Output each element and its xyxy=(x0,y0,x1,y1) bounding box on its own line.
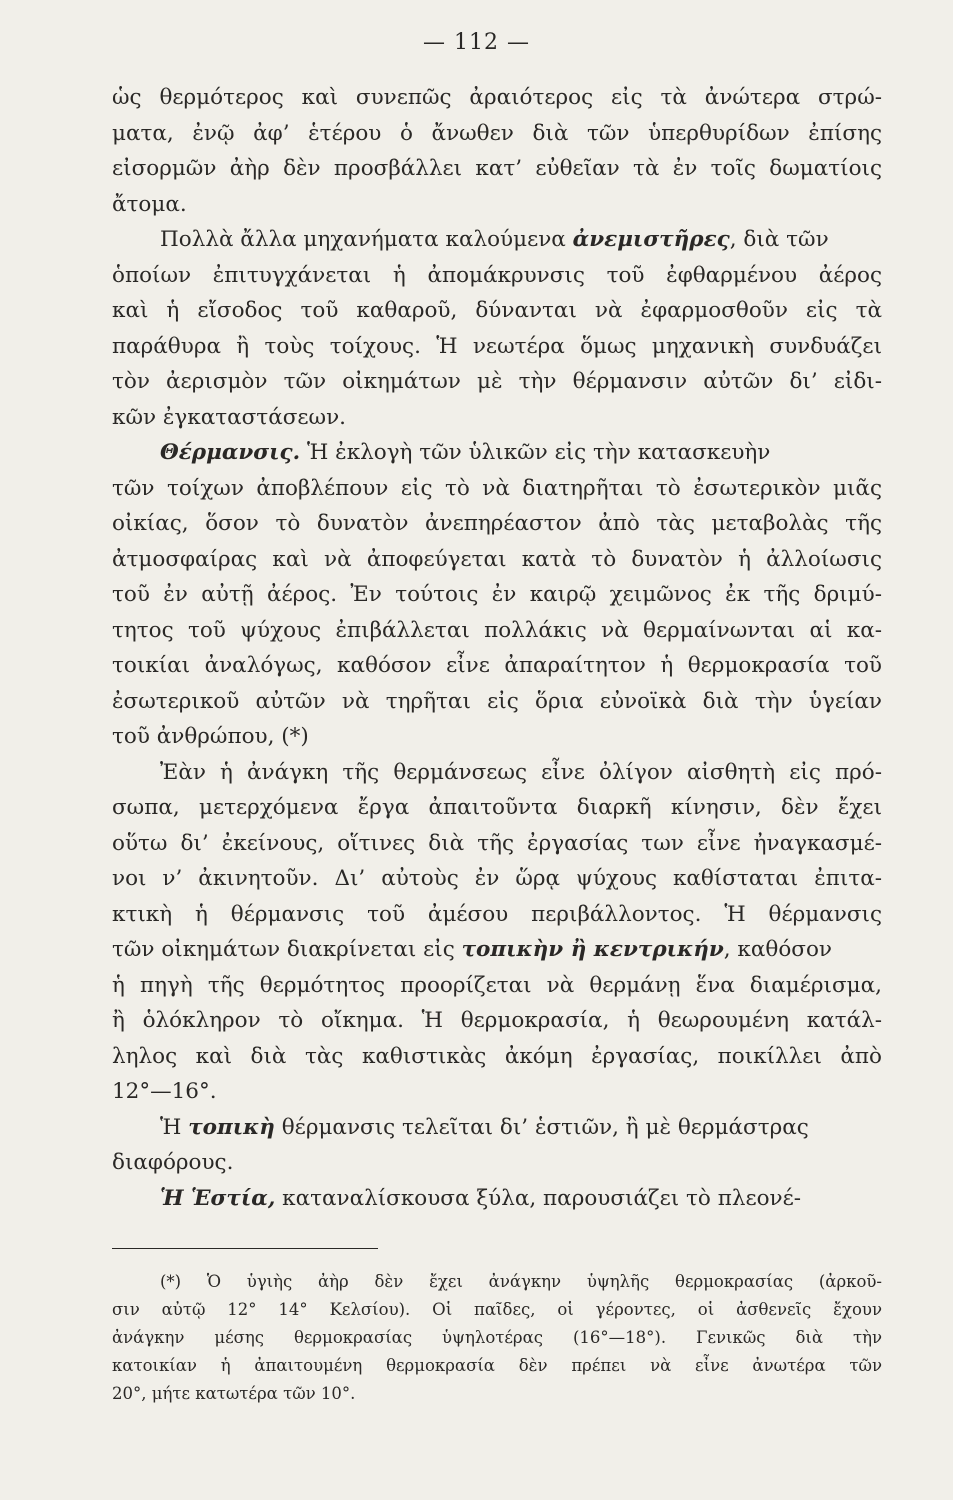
text-line: εἰσορμῶν ἀὴρ δὲν προσβάλλει κατ’ εὐθεῖαν τὰ ἐν τοῖς δωματίοις xyxy=(112,156,882,181)
text-line: διαφόρους. xyxy=(112,1150,234,1175)
text-line: νοι ν’ ἀκινητοῦν. Δι’ αὐτοὺς ἐν ὥρᾳ ψύχους καθίσταται ἐπιτα- xyxy=(112,866,882,891)
text-line: Ἐὰν ἡ ἀνάγκη τῆς θερμάνσεως εἶνε ὀλίγον αἰσθητὴ εἰς πρό- xyxy=(160,759,882,785)
footnote-line: 20°, μήτε κατωτέρα τῶν 10°. xyxy=(112,1384,356,1403)
text-line: τητος τοῦ ψύχους ἐπιβάλλεται πολλάκις νὰ θερμαίνωνται αἱ κα- xyxy=(112,617,882,643)
text-line: ληλος καὶ διὰ τὰς καθιστικὰς ἀκόμη ἐργασίας, ποικίλλει ἀπὸ xyxy=(112,1043,882,1069)
text-segment: , καθόσον xyxy=(723,937,832,962)
text-line: τοῦ ἀνθρώπου, (*) xyxy=(112,724,309,749)
text-line: ἢ ὁλόκληρον τὸ οἴκημα. Ἡ θερμοκρασία, ἡ θεωρουμένη κατάλ- xyxy=(112,1008,882,1033)
term-anemistires: ἀνεμιστῆρες xyxy=(572,227,730,252)
footnote-line: ἀνάγκην μέσης θερμοκρασίας ὑψηλοτέρας (16°—18°). Γενικῶς διὰ τὴν xyxy=(112,1328,882,1347)
text-line: τοῦ ἐν αὐτῇ ἀέρος. Ἐν τούτοις ἐν καιρῷ χειμῶνος ἐκ τῆς δριμύ- xyxy=(112,582,882,607)
main-text xyxy=(112,80,882,1216)
heading-thermansis: Θέρμανσις. xyxy=(160,440,301,465)
text-line: 12°—16°. xyxy=(112,1079,217,1104)
text-line: τὸν ἀερισμὸν τῶν οἰκημάτων μὲ τὴν θέρμανσιν αὐτῶν δι’ εἰδι- xyxy=(112,369,882,394)
footnote xyxy=(112,1268,882,1408)
text-segment: τῶν οἰκημάτων διακρίνεται εἰς xyxy=(112,937,455,962)
text-line: τῶν τοίχων ἀποβλέπουν εἰς τὸ νὰ διατηρῆται τὸ ἐσωτερικὸν μιᾶς xyxy=(112,475,882,501)
text-line: παράθυρα ἢ τοὺς τοίχους. Ἡ νεωτέρα ὅμως μηχανικὴ συνδυάζει xyxy=(112,333,882,359)
text-line: καὶ ἡ εἴσοδος τοῦ καθαροῦ, δύνανται νὰ ἐφαρμοσθοῦν εἰς τὰ xyxy=(112,298,882,323)
text-line xyxy=(112,222,882,258)
text-line: κτικὴ ἡ θέρμανσις τοῦ ἀμέσου περιβάλλοντος. Ἡ θέρμανσις xyxy=(112,901,882,927)
text-line: οὕτω δι’ ἐκείνους, οἵτινες διὰ τῆς ἐργασίας των εἶνε ἠναγκασμέ- xyxy=(112,830,882,856)
term-topikin-kentrikin: τοπικὴν ἢ κεντρικήν xyxy=(461,937,724,962)
text-line xyxy=(112,932,882,968)
footnote-line: σιν αὐτῷ 12° 14° Κελσίου). Οἱ παῖδες, οἱ γέροντες, οἱ ἀσθενεῖς ἔχουν xyxy=(112,1300,882,1319)
page-number: — 112 — xyxy=(423,30,530,55)
term-topiki: τοπικὴ xyxy=(188,1114,275,1140)
footnote-line: κατοικίαν ἡ ἀπαιτουμένη θερμοκρασία δὲν πρέπει νὰ εἶνε ἀνωτέρα τῶν xyxy=(112,1356,882,1375)
text-line xyxy=(112,435,882,471)
text-line: ὡς θερμότερος καὶ συνεπῶς ἀραιότερος εἰς τὰ ἀνώτερα στρώ- xyxy=(112,85,882,110)
text-segment: καταναλίσκουσα ξύλα, παρουσιάζει τὸ πλεονέ- xyxy=(282,1185,802,1211)
text-line: ἡ πηγὴ τῆς θερμότητος προορίζεται νὰ θερμάνῃ ἕνα διαμέρισμα, xyxy=(112,972,882,998)
text-line: τοικίαι ἀναλόγως, καθόσον εἶνε ἀπαραίτητον ἡ θερμοκρασία τοῦ xyxy=(112,653,882,678)
text-line xyxy=(112,1110,882,1146)
text-line: σωπα, μετερχόμενα ἔργα ἀπαιτοῦντα διαρκῆ κίνησιν, δὲν ἔχει xyxy=(112,795,882,820)
text-line: οἰκίας, ὅσον τὸ δυνατὸν ἀνεπηρέαστον ἀπὸ τὰς μεταβολὰς τῆς xyxy=(112,511,882,536)
text-segment: Πολλὰ ἄλλα μηχανήματα καλούμενα xyxy=(160,227,566,252)
text-line: ὁποίων ἐπιτυγχάνεται ἡ ἀπομάκρυνσις τοῦ ἐφθαρμένου ἀέρος xyxy=(112,262,882,288)
footnote-line: (*) Ὁ ὑγιὴς ἀὴρ δὲν ἔχει ἀνάγκην ὑψηλῆς θερμοκρασίας (ἀρκοῦ- xyxy=(160,1272,882,1291)
footnote-divider xyxy=(112,1248,378,1249)
text-line: ἄτομα. xyxy=(112,191,187,217)
text-line: ἐσωτερικοῦ αὐτῶν νὰ τηρῆται εἰς ὅρια εὐνοϊκὰ διὰ τὴν ὑγείαν xyxy=(112,688,882,714)
text-line: ἀτμοσφαίρας καὶ νὰ ἀποφεύγεται κατὰ τὸ δυνατὸν ἡ ἀλλοίωσις xyxy=(112,546,882,572)
text-line xyxy=(112,1181,882,1217)
text-segment: Ἡ ἐκλογὴ τῶν ὑλικῶν εἰς τὴν κατασκευὴν xyxy=(306,440,771,465)
text-line: κῶν ἐγκαταστάσεων. xyxy=(112,404,346,430)
text-segment: Ἡ xyxy=(160,1114,182,1140)
term-estia: Ἡ Ἑστία, xyxy=(160,1185,276,1211)
text-segment: θέρμανσις τελεῖται δι’ ἑστιῶν, ἢ μὲ θερμάστρας xyxy=(281,1114,809,1140)
text-segment: , διὰ τῶν xyxy=(729,227,829,252)
text-line: ματα, ἐνῷ ἀφ’ ἑτέρου ὁ ἄνωθεν διὰ τῶν ὑπερθυρίδων ἐπίσης xyxy=(112,120,882,146)
